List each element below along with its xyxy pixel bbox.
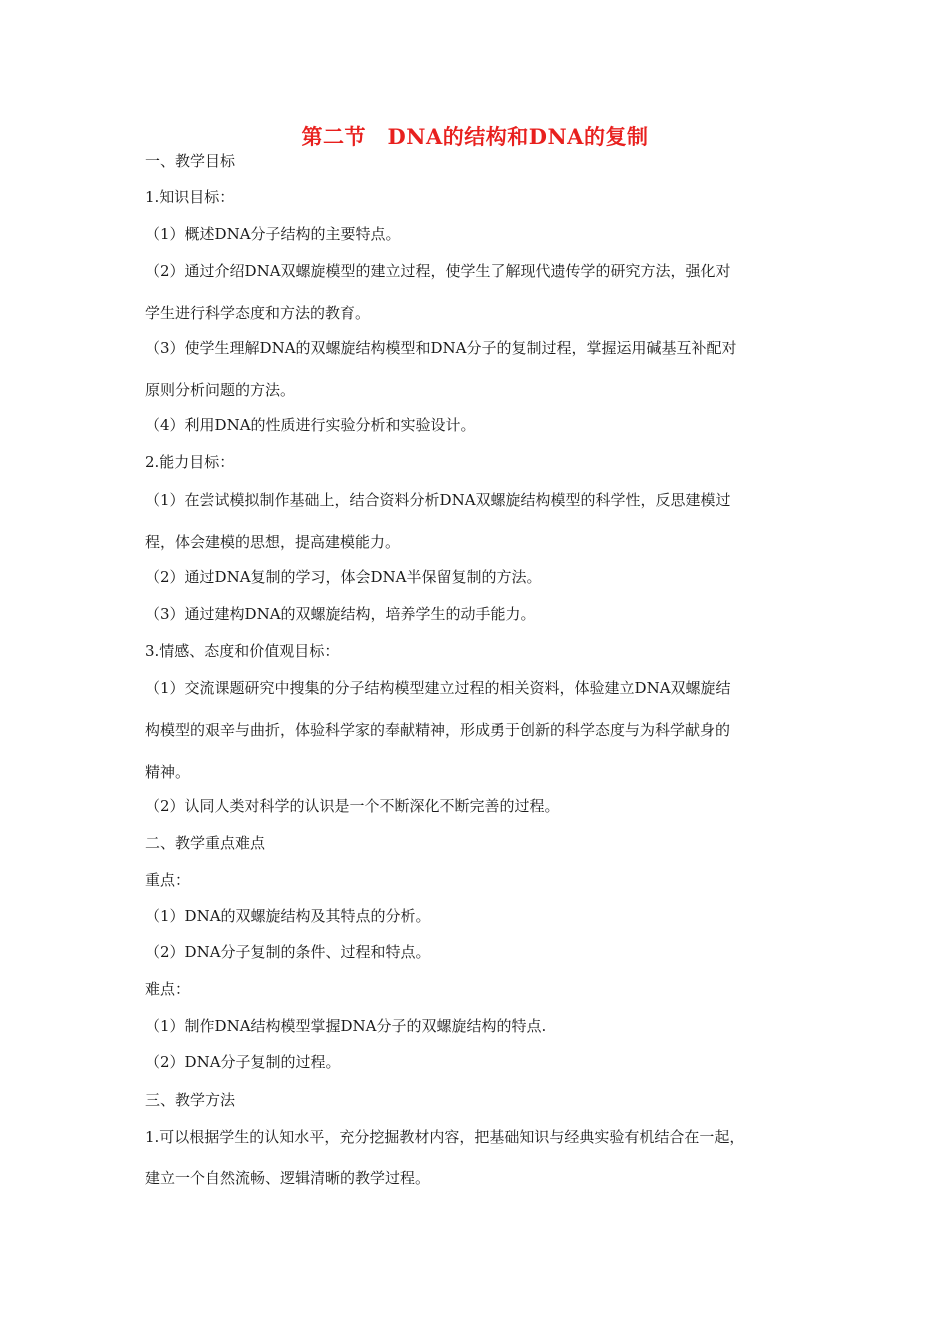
subheading-key: 重点： — [145, 871, 191, 889]
paragraph-line: 精神。 — [145, 763, 191, 781]
paragraph-line: 学生进行科学态度和方法的教育。 — [145, 304, 371, 322]
paragraph-line: 原则分析问题的方法。 — [145, 381, 296, 399]
paragraph-line: 程，体会建模的思想，提高建模能力。 — [145, 533, 401, 551]
subheading-ability: 2.能力目标： — [145, 453, 235, 471]
paragraph-line: （4）利用DNA的性质进行实验分析和实验设计。 — [145, 416, 476, 434]
paragraph-line: 建立一个自然流畅、逻辑清晰的教学过程。 — [145, 1169, 431, 1187]
paragraph-line: （2）通过介绍DNA双螺旋模型的建立过程，使学生了解现代遗传学的研究方法，强化对 — [145, 262, 731, 280]
paragraph-line: （3）使学生理解DNA的双螺旋结构模型和DNA分子的复制过程，掌握运用碱基互补配对 — [145, 339, 737, 357]
paragraph-line: （2）DNA分子复制的条件、过程和特点。 — [145, 943, 431, 961]
paragraph-line: （2）通过DNA复制的学习，体会DNA半保留复制的方法。 — [145, 568, 542, 586]
paragraph-line: （1）概述DNA分子结构的主要特点。 — [145, 225, 401, 243]
paragraph-line: （1）DNA的双螺旋结构及其特点的分析。 — [145, 907, 431, 925]
section-heading-methods: 三、教学方法 — [145, 1091, 236, 1109]
paragraph-line: （3）通过建构DNA的双螺旋结构，培养学生的动手能力。 — [145, 605, 536, 623]
section-heading-keypoints: 二、教学重点难点 — [145, 834, 266, 852]
paragraph-line: 1.可以根据学生的认知水平，充分挖掘教材内容，把基础知识与经典实验有机结合在一起， — [145, 1128, 745, 1146]
paragraph-line: （2）DNA分子复制的过程。 — [145, 1053, 341, 1071]
paragraph-line: （2）认同人类对科学的认识是一个不断深化不断完善的过程。 — [145, 797, 560, 815]
subheading-attitude: 3.情感、态度和价值观目标： — [145, 642, 340, 660]
paragraph-line: 构模型的艰辛与曲折，体验科学家的奉献精神，形成勇于创新的科学态度与为科学献身的 — [145, 721, 731, 739]
document-title: 第二节 DNA的结构和DNA的复制 — [301, 124, 649, 149]
paragraph-line: （1）交流课题研究中搜集的分子结构模型建立过程的相关资料，体验建立DNA双螺旋结 — [145, 679, 731, 697]
section-heading-objectives: 一、教学目标 — [145, 152, 236, 170]
paragraph-line: （1）制作DNA结构模型掌握DNA分子的双螺旋结构的特点. — [145, 1017, 547, 1035]
subheading-knowledge: 1.知识目标： — [145, 188, 235, 206]
paragraph-line: （1）在尝试模拟制作基础上，结合资料分析DNA双螺旋结构模型的科学性，反思建模过 — [145, 491, 731, 509]
subheading-difficulty: 难点： — [145, 980, 191, 998]
